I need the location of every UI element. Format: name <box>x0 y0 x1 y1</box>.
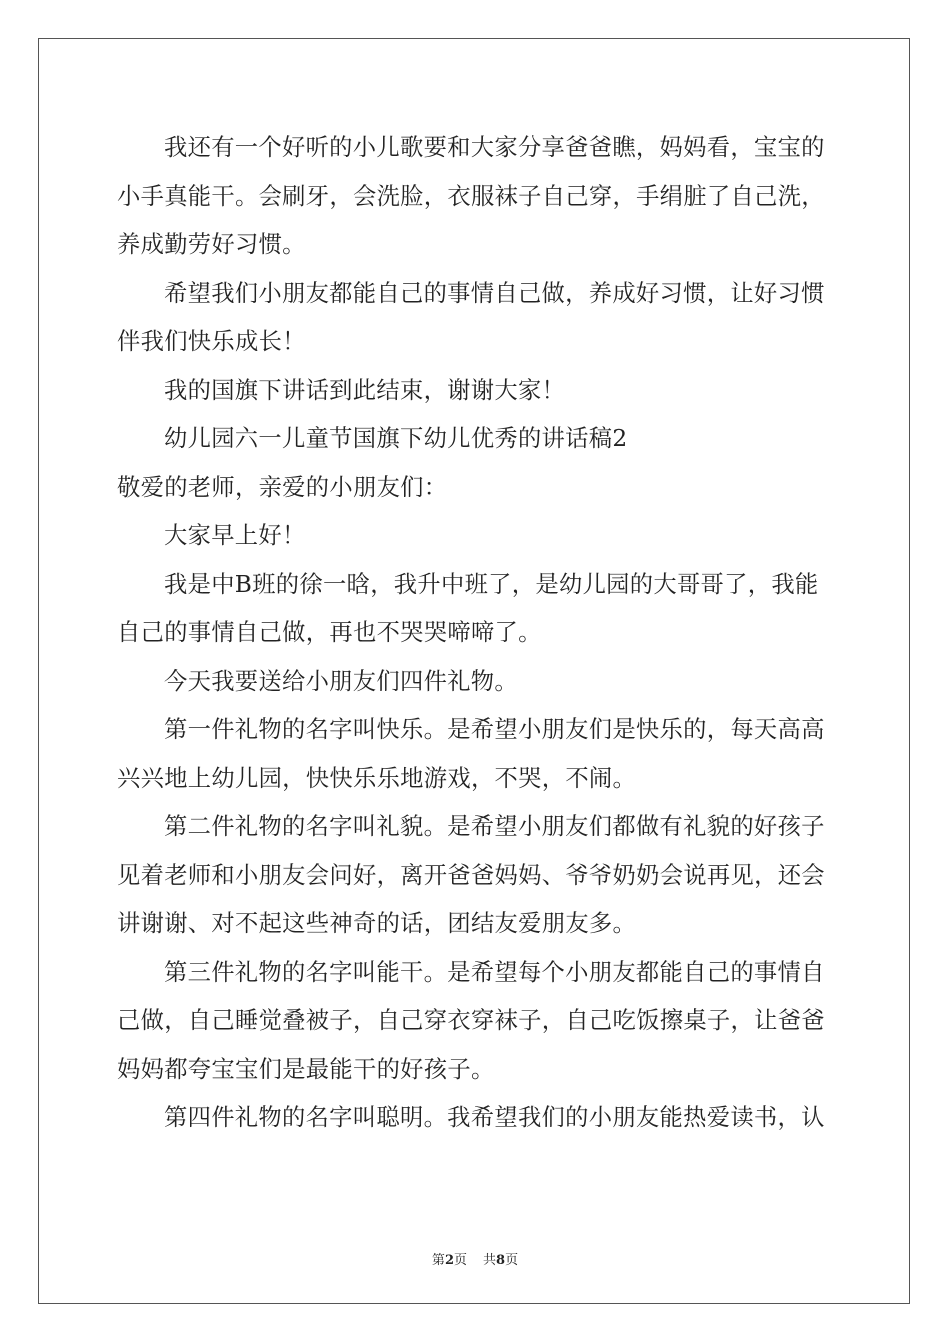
text-line: 妈妈都夸宝宝们是最能干的好孩子。 <box>117 1055 495 1083</box>
document-body <box>117 124 833 1143</box>
text-line: 小手真能干。会刷牙，会洗脸，衣服袜子自己穿，手绢脏了自己洗， <box>117 182 825 210</box>
text-line: 第二件礼物的名字叫礼貌。是希望小朋友们都做有礼貌的好孩子 <box>164 813 825 840</box>
text-line: 见着老师和小朋友会问好，离开爸爸妈妈、爷爷奶奶会说再见，还会 <box>117 861 825 889</box>
text-line: 第三件礼物的名字叫能干。是希望每个小朋友都能自己的事情自 <box>164 958 825 986</box>
text-line: 养成勤劳好习惯。 <box>117 231 306 258</box>
page-footer <box>0 1249 950 1268</box>
text-line: 我的国旗下讲话到此结束，谢谢大家！ <box>164 376 566 404</box>
text-line: 兴兴地上幼儿园，快快乐乐地游戏，不哭，不闹。 <box>117 764 637 792</box>
page-suffix: 页 <box>453 1253 467 1268</box>
text-line: 讲谢谢、对不起这些神奇的话，团结友爱朋友多。 <box>117 910 637 937</box>
text-line: 己做，自己睡觉叠被子，自己穿衣穿袜子，自己吃饭擦桌子，让爸爸 <box>117 1007 825 1034</box>
text-line: 我是中B班的徐一晗，我升中班了，是幼儿园的大哥哥了，我能 <box>164 570 819 598</box>
text-line: 伴我们快乐成长！ <box>117 328 306 355</box>
salutation: 敬爱的老师，亲爱的小朋友们： <box>117 473 448 501</box>
total-pages: 8 <box>496 1253 506 1268</box>
section-title: 幼儿园六一儿童节国旗下幼儿优秀的讲话稿2 <box>164 425 628 452</box>
total-prefix: 共 <box>483 1253 497 1268</box>
text-line: 今天我要送给小朋友们四件礼物。 <box>164 667 518 695</box>
text-line: 第一件礼物的名字叫快乐。是希望小朋友们是快乐的，每天高高 <box>164 716 825 743</box>
page-number: 2 <box>444 1253 454 1268</box>
text-line: 自己的事情自己做，再也不哭哭啼啼了。 <box>117 619 542 646</box>
text-line: 希望我们小朋友都能自己的事情自己做，养成好习惯，让好习惯 <box>164 279 825 307</box>
text-line: 第四件礼物的名字叫聪明。我希望我们的小朋友能热爱读书，认 <box>164 1104 825 1131</box>
total-suffix: 页 <box>505 1253 519 1268</box>
text-line: 大家早上好！ <box>164 522 306 549</box>
page-prefix: 第 <box>431 1253 445 1268</box>
text-line: 我还有一个好听的小儿歌要和大家分享爸爸瞧，妈妈看，宝宝的 <box>164 134 825 161</box>
